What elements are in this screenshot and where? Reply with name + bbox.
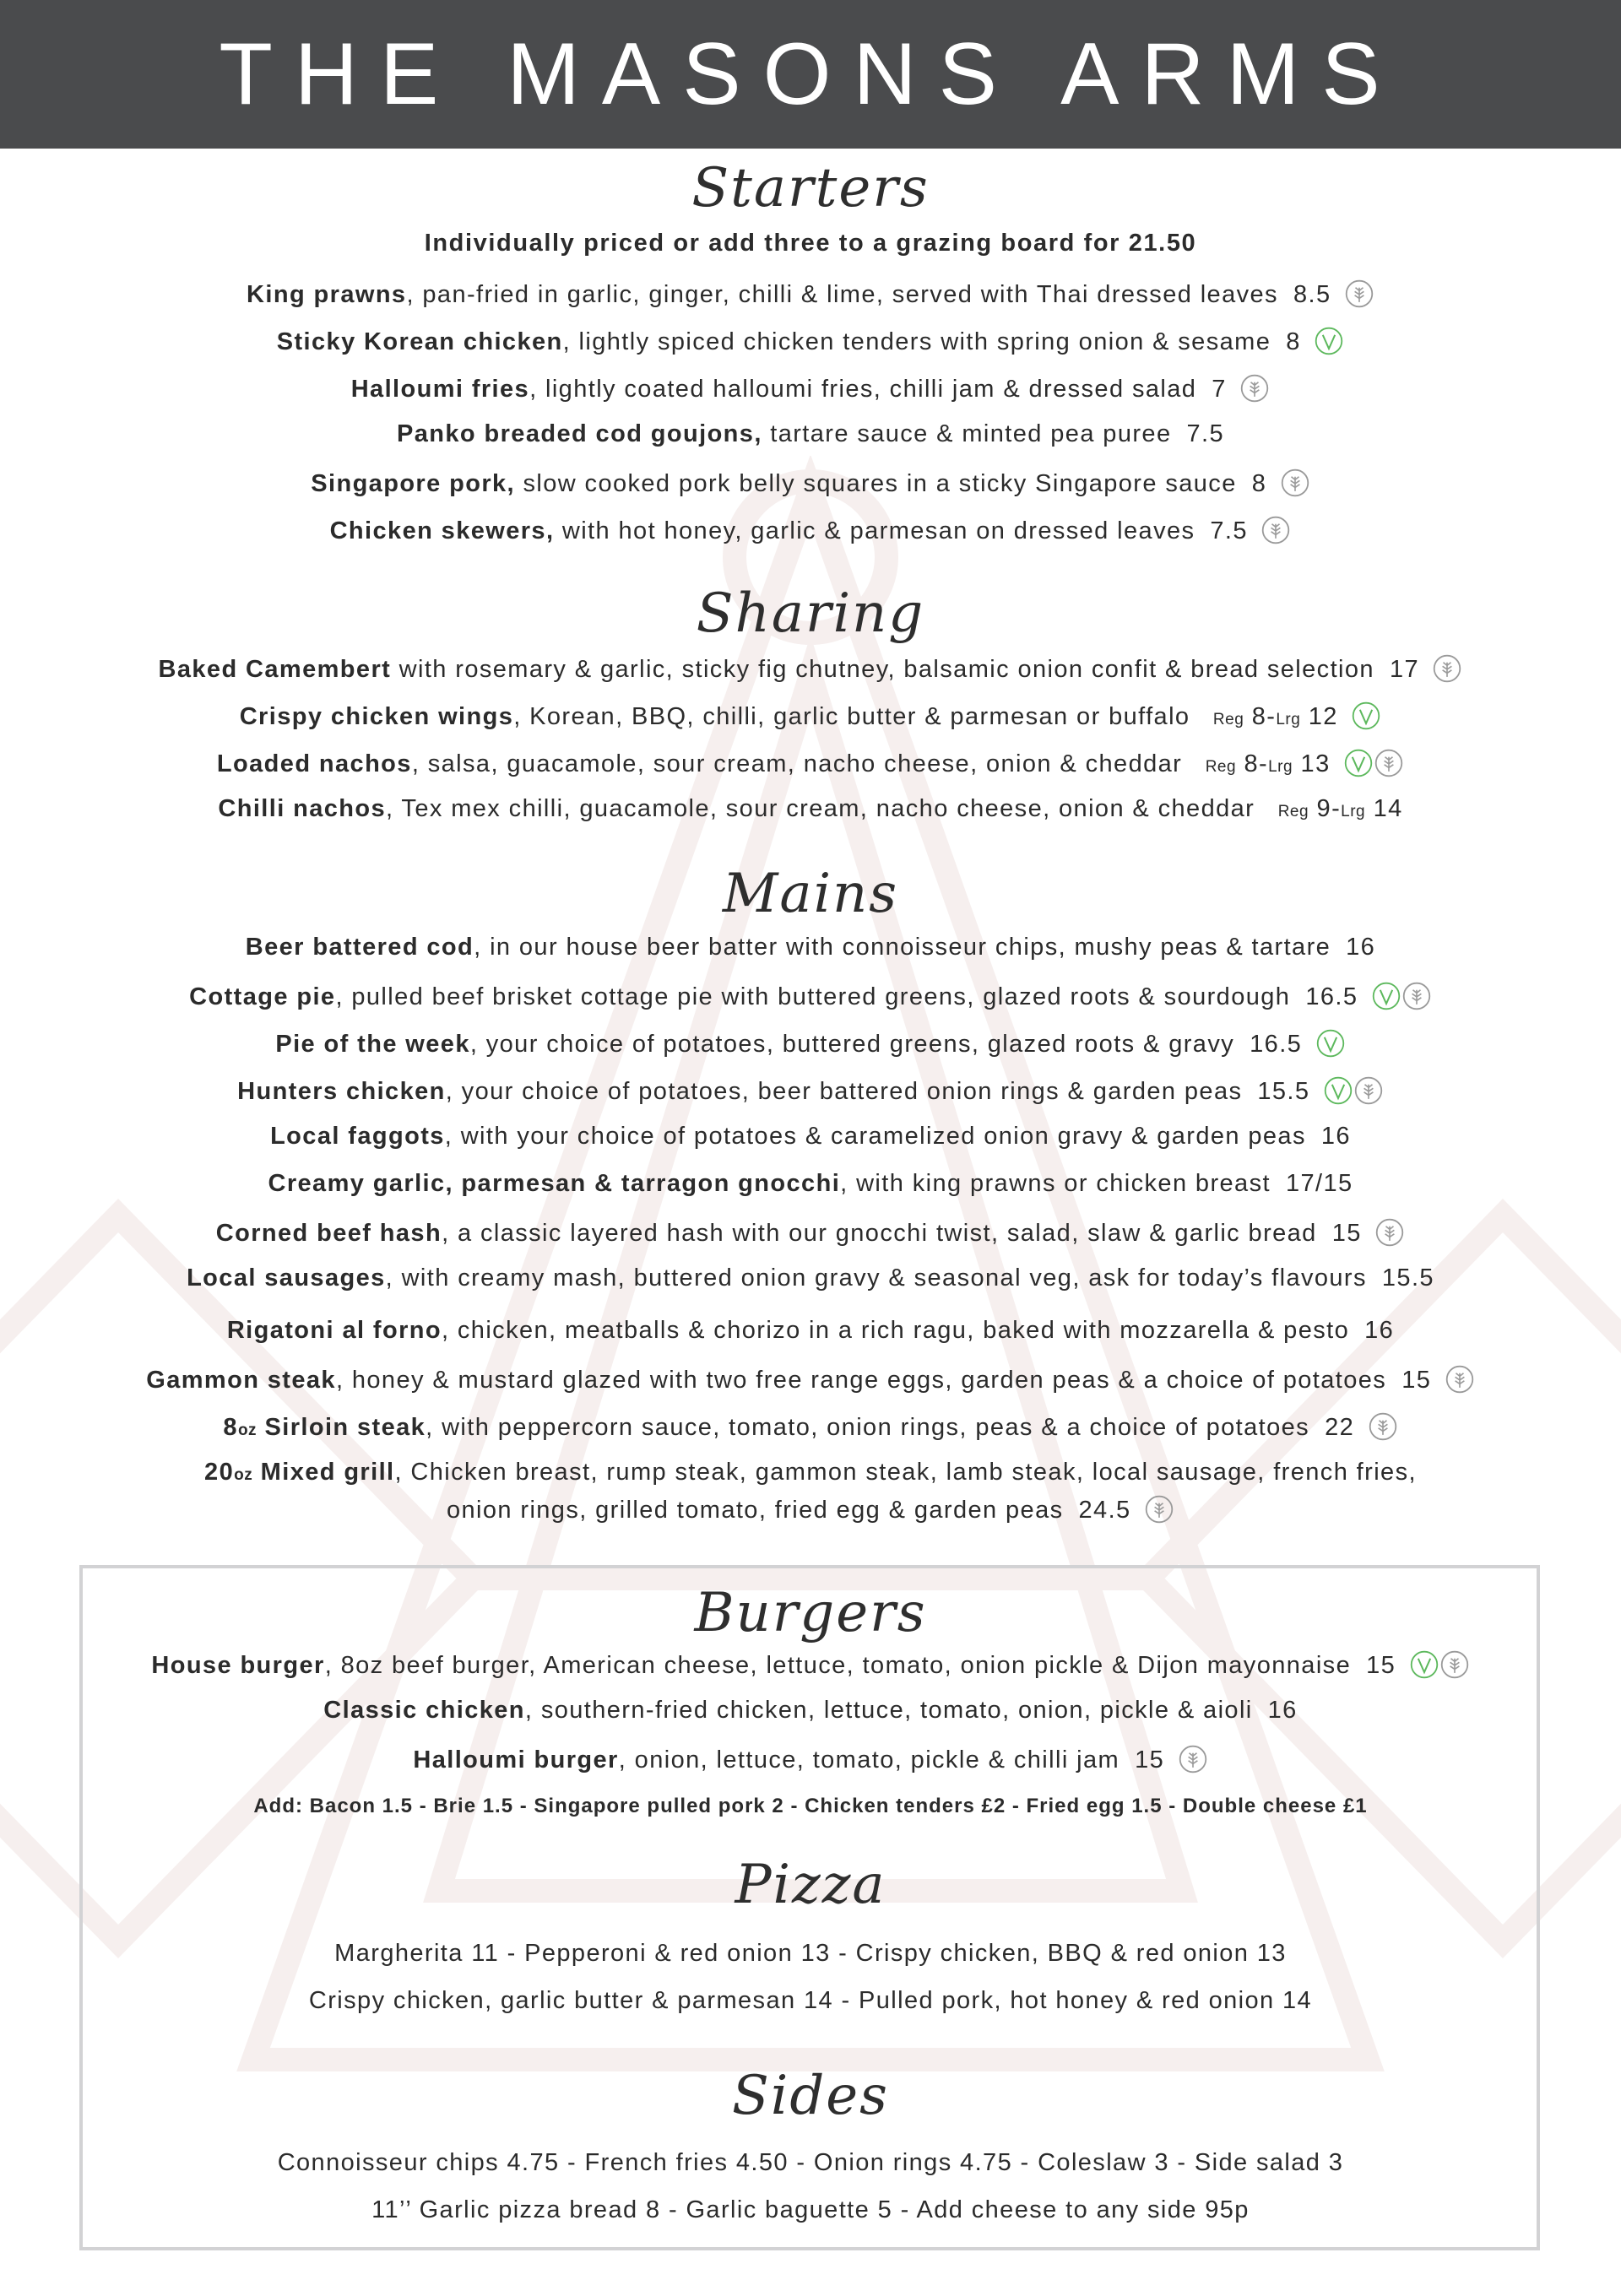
menu-item [0, 1123, 1621, 1151]
menu-item [0, 279, 1621, 309]
item-description: , with creamy mash, buttered onion gravy & seasonal veg, ask for today’s flavours [385, 1264, 1367, 1292]
item-price: 8 [1286, 328, 1301, 355]
item-name: Rigatoni al forno [226, 1317, 442, 1344]
item-name: Creamy garlic, parmesan & tarragon gnocchi [268, 1170, 841, 1197]
item-price: 16 [1364, 1317, 1395, 1344]
item-price: 7.5 [1186, 420, 1224, 447]
item-name: Local faggots [270, 1123, 445, 1150]
lrg-price: 13 [1300, 750, 1331, 777]
lrg-label: Lrg [1341, 803, 1366, 820]
wheat-icon [1439, 1649, 1470, 1680]
item-price: 22 [1325, 1414, 1355, 1441]
menu-item [0, 1264, 1621, 1292]
item-name: Classic chicken [323, 1697, 525, 1724]
item-price: 16 [1320, 1123, 1351, 1150]
item-weight-unit: oz [237, 1421, 258, 1439]
menu-item [0, 1697, 1621, 1725]
item-name: Cottage pie [189, 983, 336, 1010]
menu-item [0, 1217, 1621, 1248]
menu-item [0, 420, 1621, 448]
reg-price: 8 [1251, 703, 1267, 730]
item-description: , salsa, guacamole, sour cream, nacho cheese, onion & cheddar [411, 750, 1183, 777]
item-name: King prawns [247, 281, 407, 308]
leaf-icon [1323, 1075, 1353, 1106]
item-description: , with king prawns or chicken breast [840, 1170, 1271, 1197]
item-name: Chilli nachos [218, 795, 387, 822]
item-description: , your choice of potatoes, beer battered onion rings & garden peas [445, 1078, 1243, 1105]
item-price: 24.5 [1078, 1497, 1131, 1524]
item-price: 15 [1401, 1367, 1432, 1394]
wheat-icon [1260, 515, 1291, 545]
item-price: 16.5 [1305, 983, 1358, 1010]
item-name: Panko breaded cod goujons, [397, 420, 762, 447]
item-price: 8.5 [1293, 281, 1331, 308]
menu-item [0, 1649, 1621, 1680]
menu-item [0, 1364, 1621, 1394]
item-name: Chicken skewers, [329, 517, 555, 544]
pizza-line-2: Crispy chicken, garlic butter & parmesan 14 - Pulled pork, hot honey & red onion 14 [308, 1987, 1313, 2014]
lrg-label: Lrg [1276, 711, 1301, 728]
item-description: onion rings, grilled tomato, fried egg & garden peas [446, 1497, 1064, 1524]
item-price: 17/15 [1285, 1170, 1353, 1197]
starters-heading: Starters [691, 157, 930, 219]
wheat-icon [1401, 981, 1432, 1011]
menu-item [0, 934, 1621, 961]
item-description: , with peppercorn sauce, tomato, onion rings, peas & a choice of potatoes [426, 1414, 1310, 1441]
item-weight: 20 [204, 1459, 235, 1486]
item-description: with hot honey, garlic & parmesan on dressed leaves [554, 517, 1195, 544]
item-description: , southern-fried chicken, lettuce, tomato, onion, pickle & aioli [524, 1697, 1253, 1724]
lrg-label: Lrg [1268, 758, 1293, 776]
leaf-icon [1371, 981, 1401, 1011]
menu-item [0, 1170, 1621, 1198]
leaf-icon [1351, 701, 1381, 731]
menu-item [0, 1317, 1621, 1345]
leaf-icon [1314, 326, 1344, 356]
item-price: 17 [1389, 656, 1419, 683]
item-price: 15.5 [1257, 1078, 1310, 1105]
wheat-icon [1144, 1494, 1174, 1524]
sides-line-1: Connoisseur chips 4.75 - French fries 4.50 - Onion rings 4.75 - Coleslaw 3 - Side salad 3 [277, 2149, 1344, 2176]
menu-item: Loaded nachos, salsa, guacamole, sour cream, nacho cheese, onion & cheddar Reg 8-Lrg 13 [0, 748, 1621, 778]
menu-item [0, 373, 1621, 403]
item-description: , a classic layered hash with our gnocchi twist, salad, slaw & garlic bread [442, 1220, 1317, 1247]
item-price: 15.5 [1381, 1264, 1434, 1292]
item-description: , Chicken breast, rump steak, gammon steak, lamb steak, local sausage, french fries, [394, 1459, 1417, 1486]
menu-item [0, 326, 1621, 356]
menu-item [0, 1459, 1621, 1486]
item-name: Sticky Korean chicken [276, 328, 563, 355]
sharing-heading: Sharing [696, 582, 925, 645]
sides-line-2: 11’’ Garlic pizza bread 8 - Garlic baguette 5 - Add cheese to any side 95p [371, 2196, 1250, 2223]
item-name: Loaded nachos [216, 750, 412, 777]
item-description: , pulled beef brisket cottage pie with buttered greens, glazed roots & sourdough [335, 983, 1291, 1010]
item-name: Corned beef hash [215, 1220, 442, 1247]
menu-item-continued [0, 1494, 1621, 1524]
menu-item [0, 515, 1621, 545]
wheat-icon [1368, 1411, 1398, 1442]
item-name: House burger [151, 1652, 325, 1679]
item-description: , with your choice of potatoes & caramelized onion gravy & garden peas [444, 1123, 1306, 1150]
item-name: Sirloin steak [257, 1414, 426, 1441]
item-price: 16 [1346, 934, 1376, 961]
item-name: Beer battered cod [245, 934, 474, 961]
starters-subtitle: Individually priced or add three to a grazing board for 21.50 [424, 230, 1197, 257]
menu-item: Crispy chicken wings, Korean, BBQ, chilli, garlic butter & parmesan or buffalo Reg 8-Lrg 12 [0, 701, 1621, 731]
item-description: slow cooked pork belly squares in a sticky Singapore sauce [515, 470, 1237, 497]
item-name: Halloumi fries [350, 376, 530, 403]
item-description: tartare sauce & minted pea puree [762, 420, 1172, 447]
menu-item [0, 1744, 1621, 1774]
menu-item [0, 468, 1621, 498]
item-name: Hunters chicken [237, 1078, 446, 1105]
item-description: , chicken, meatballs & chorizo in a rich ragu, baked with mozzarella & pesto [441, 1317, 1350, 1344]
item-price: 8 [1251, 470, 1267, 497]
item-name: Mixed grill [252, 1459, 395, 1486]
item-description: , Korean, BBQ, chilli, garlic butter & parmesan or buffalo [513, 703, 1190, 730]
wheat-icon [1445, 1364, 1475, 1394]
wheat-icon [1344, 279, 1374, 309]
menu-item [0, 1028, 1621, 1059]
item-name: Crispy chicken wings [239, 703, 514, 730]
lrg-price: 14 [1373, 795, 1403, 822]
menu-item [0, 1075, 1621, 1106]
item-weight: 8 [223, 1414, 238, 1441]
pizza-line-1: Margherita 11 - Pepperoni & red onion 13 - Crispy chicken, BBQ & red onion 13 [334, 1940, 1287, 1967]
menu-item [0, 653, 1621, 684]
item-price: 15 [1331, 1220, 1362, 1247]
restaurant-title: THE MASONS ARMS [219, 24, 1402, 123]
item-description: , your choice of potatoes, buttered greens, glazed roots & gravy [469, 1031, 1235, 1058]
item-name: Gammon steak [146, 1367, 336, 1394]
item-name: Baked Camembert [158, 656, 392, 683]
item-price: 7.5 [1210, 517, 1248, 544]
item-description: , lightly coated halloumi fries, chilli jam & dressed salad [529, 376, 1197, 403]
menu-item [0, 1411, 1621, 1442]
item-name: Singapore pork, [311, 470, 516, 497]
wheat-icon [1280, 468, 1310, 498]
leaf-icon [1409, 1649, 1439, 1680]
reg-label: Reg [1277, 803, 1309, 820]
item-price: 16 [1267, 1697, 1298, 1724]
item-name: Halloumi burger [413, 1746, 619, 1773]
mains-heading: Mains [722, 863, 899, 925]
wheat-icon [1353, 1075, 1384, 1106]
item-description: , lightly spiced chicken tenders with spring onion & sesame [562, 328, 1271, 355]
item-description: , 8oz beef burger, American cheese, lettuce, tomato, onion pickle & Dijon mayonnaise [324, 1652, 1352, 1679]
menu-item [0, 981, 1621, 1011]
item-price: 15 [1366, 1652, 1396, 1679]
burger-addons: Add: Bacon 1.5 - Brie 1.5 - Singapore pulled pork 2 - Chicken tenders £2 - Fried egg 1.5 - Double cheese £1 [253, 1795, 1368, 1817]
sides-heading: Sides [732, 2065, 889, 2127]
wheat-icon [1178, 1744, 1208, 1774]
reg-label: Reg [1205, 758, 1237, 776]
reg-price: 8 [1244, 750, 1260, 777]
item-weight-unit: oz [234, 1466, 253, 1484]
item-price: 7 [1212, 376, 1227, 403]
item-description: , Tex mex chilli, guacamole, sour cream, nacho cheese, onion & cheddar [386, 795, 1255, 822]
leaf-icon [1315, 1028, 1346, 1059]
wheat-icon [1374, 1217, 1405, 1248]
item-description: , onion, lettuce, tomato, pickle & chilli jam [618, 1746, 1120, 1773]
item-description: , pan-fried in garlic, ginger, chilli & lime, served with Thai dressed leaves [406, 281, 1278, 308]
wheat-icon [1374, 748, 1404, 778]
burgers-heading: Burgers [694, 1582, 927, 1644]
leaf-icon [1343, 748, 1374, 778]
item-name: Local sausages [187, 1264, 386, 1292]
lrg-price: 12 [1308, 703, 1338, 730]
wheat-icon [1432, 653, 1462, 684]
wheat-icon [1239, 373, 1270, 403]
item-price: 15 [1135, 1746, 1165, 1773]
pizza-heading: Pizza [735, 1854, 886, 1916]
item-price: 16.5 [1250, 1031, 1303, 1058]
header-bar [0, 0, 1621, 149]
reg-label: Reg [1212, 711, 1244, 728]
menu-item: Chilli nachos, Tex mex chilli, guacamole, sour cream, nacho cheese, onion & cheddar Reg 9-Lrg 14 [218, 795, 1403, 822]
reg-price: 9 [1316, 795, 1332, 822]
item-description: with rosemary & garlic, sticky fig chutney, balsamic onion confit & bread selection [391, 656, 1374, 683]
item-description: , honey & mustard glazed with two free range eggs, garden peas & a choice of potatoes [335, 1367, 1387, 1394]
item-description: , in our house beer batter with connoisseur chips, mushy peas & tartare [474, 934, 1331, 961]
item-name: Pie of the week [275, 1031, 470, 1058]
